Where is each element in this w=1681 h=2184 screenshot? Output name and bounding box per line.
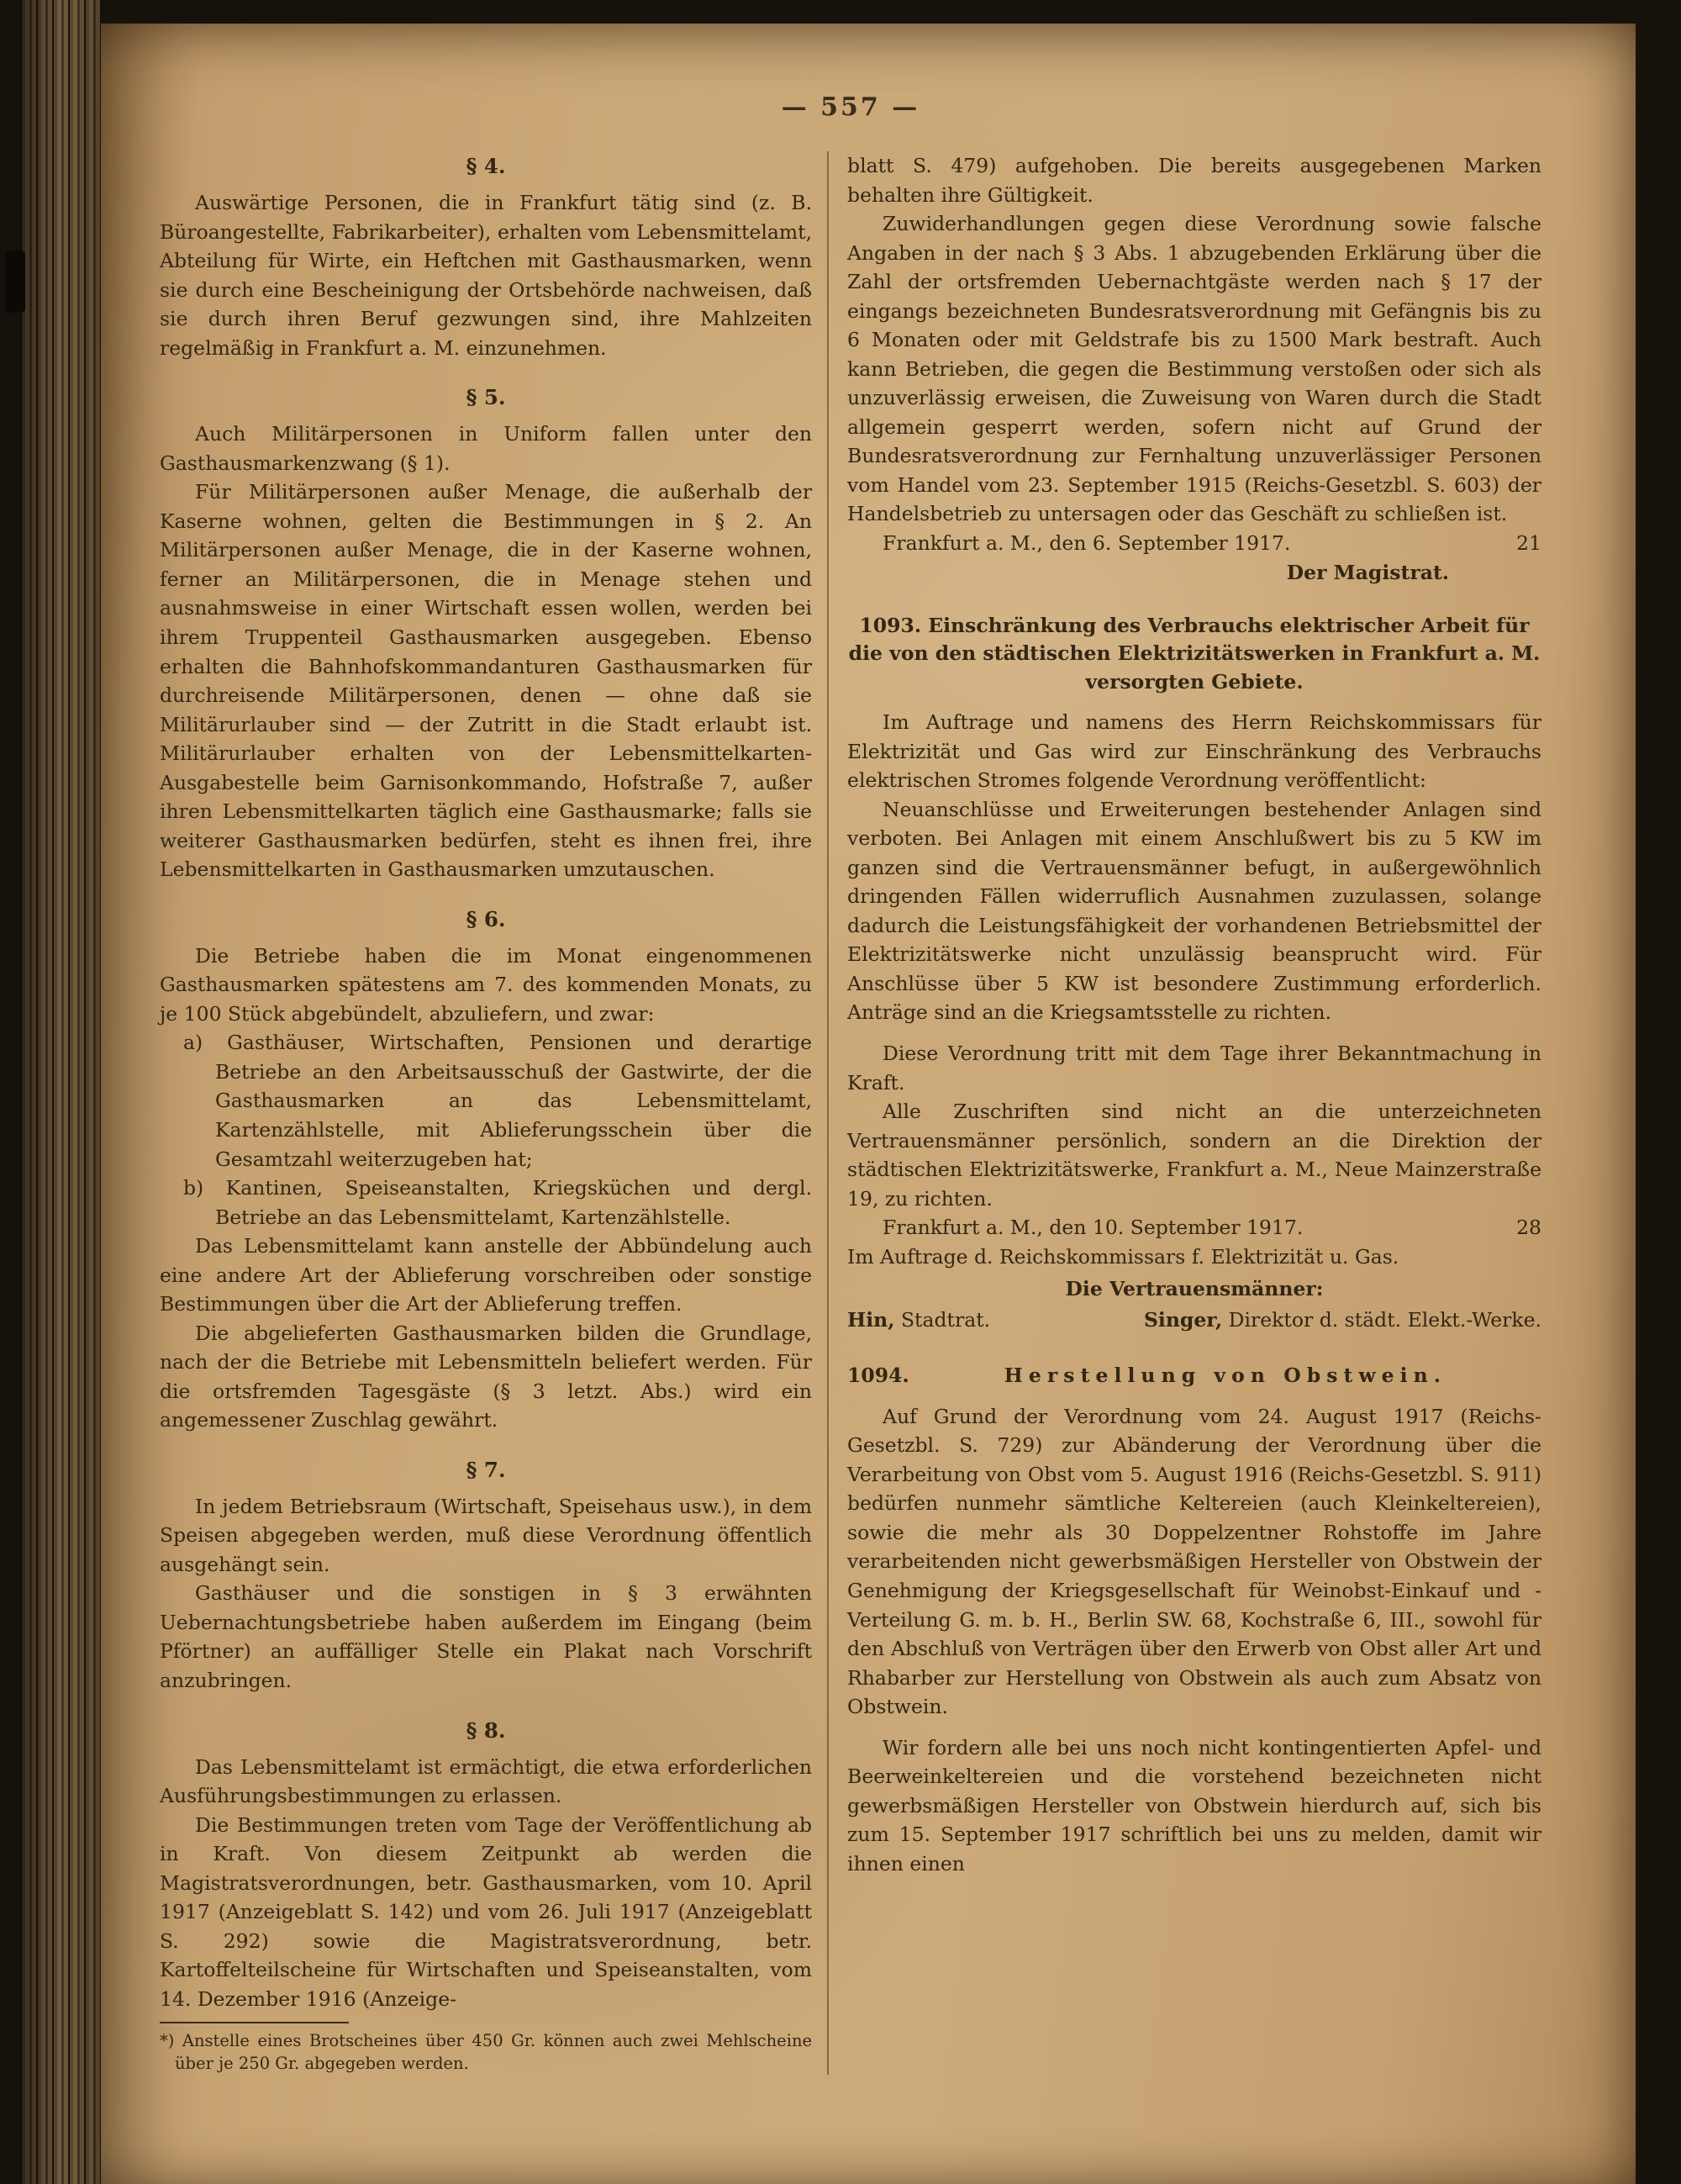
list-item-b: b) Kantinen, Speiseanstalten, Kriegsküchen und dergl. Betriebe an das Lebensmittelamt, Kartenzählstelle. [183,1176,813,1229]
section-heading: § 5. [466,385,506,410]
notice-heading-1094 [847,1361,1541,1390]
trustees-heading: Die Vertrauensmänner: [1065,1277,1324,1301]
two-column-layout [160,151,1541,2075]
paragraph: Neuanschlüsse und Erweiterungen bestehender Anlagen sind verboten. Bei Anlagen mit einem Anschlußwert bis zu 5 KW im ganzen sind die Vertrauensmänner befugt, in außergewöhnlich dringenden Fällen widerruflich Ausnahmen zuzulassen, solange dadurch die Leistungsfähigkeit der vorhandenen Betriebsmittel der Elektrizitätswerke nicht unzulässig beansprucht wird. Für Anschlüsse über 5 KW ist besondere Zustimmung erforderlich. Anträge sind an die Kriegsamtsstelle zu richten. [847,797,1541,1025]
paragraph: Die Bestimmungen treten vom Tage der Veröffentlichung ab in Kraft. Von diesem Zeitpunkt ab werden die Magistratsverordnungen, betr. Gasthausmarken, vom 10. April 1917 (Anzeigeblatt S. 142) und vom 26. Juli 1917 (Anzeigeblatt S. 292) sowie die Magistratsverordnung, betr. Kartoffelteilscheine für Wirtschaften und Speiseanstalten, vom 14. Dezember 1916 (Anzeige- [160,1812,813,2011]
scanned-page [101,24,1636,2184]
dateline: Frankfurt a. M., den 6. September 1917. [883,531,1291,555]
paragraph: Auf Grund der Verordnung vom 24. August 1917 (Reichs-Gesetzbl. S. 729) zur Abänderung der Verordnung über die Verarbeitung von Obst vom 5. August 1916 (Reichs-Gesetzbl. S. 911) bedürfen nunmehr sämtliche Keltereien (auch Kleinkeltereien), sowie die mehr als 30 Doppelzentner Rohstoffe im Jahre verarbeitenden nicht gewerbsmäßigen Hersteller von Obstwein der Genehmigung der Kriegsgesellschaft für Weinobst-Einkauf und -Verteilung G. m. b. H., Berlin SW. 68, Kochstraße 6, III., sowohl für den Abschluß von Verträgen über den Erwerb von Obst aller Art und Rhabarber zur Herstellung von Obstwein als auch zum Absatz von Obstwein. [847,1404,1541,1719]
paragraph: Im Auftrage und namens des Herrn Reichskommissars für Elektrizität und Gas wird zur Einschränkung des Verbrauchs elektrischen Stromes folgende Verordnung veröffentlicht: [847,710,1541,793]
commission-line: Im Auftrage d. Reichskommissars f. Elektrizität u. Gas. [847,1244,1399,1269]
section-heading: § 7. [466,1457,506,1482]
notice-title: Herstellung von Obstwein. [1004,1364,1447,1388]
paragraph: Die Betriebe haben die im Monat eingenommenen Gasthausmarken spätestens am 7. des kommenden Monats, zu je 100 Stück abgebündelt, abzuliefern, und zwar: [160,943,813,1026]
paragraph-continuation: blatt S. 479) aufgehoben. Die bereits ausgegebenen Marken behalten ihre Gültigkeit. [847,154,1541,207]
paragraph: Für Militärpersonen außer Menage, die außerhalb der Kaserne wohnen, gelten die Bestimmungen in § 2. An Militärpersonen außer Menage, die in der Kaserne wohnen, ferner an Militärpersonen, die in Menage stehen und ausnahmsweise in einer Wirtschaft essen wollen, werden bei ihrem Truppenteil Gasthausmarken ausgegeben. Ebenso erhalten die Bahnhofskommandanturen Gasthausmarken für durchreisende Militärpersonen, denen — ohne daß sie Militärurlauber sind — der Zutritt in die Stadt erlaubt ist. Militärurlauber erhalten von der Lebensmittelkarten-Ausgabestelle beim Garnisonkommando, Hofstraße 7, außer ihren Lebensmittelkarten täglich eine Gasthausmarke; falls sie weiterer Gasthausmarken bedürfen, steht es ihnen frei, ihre Lebensmittelkarten in Gasthausmarken umzutauschen. [160,480,813,882]
paragraph: Auswärtige Personen, die in Frankfurt tätig sind (z. B. Büroangestellte, Fabrikarbeiter), erhalten vom Lebensmittelamt, Abteilung für Wirte, ein Heftchen mit Gasthausmarken, wenn sie durch eine Bescheinigung der Ortsbehörde nachweisen, daß sie durch ihren Beruf gezwungen sind, ihre Mahlzeiten regelmäßig in Frankfurt a. M. einzunehmen. [160,191,813,360]
list-item-a: a) Gasthäuser, Wirtschaften, Pensionen und derartige Betriebe an den Arbeitsausschuß der Gastwirte, der die Gasthausmarken an das Lebensmittelamt, Kartenzählstelle, mit Ablieferungsschein über die Gesamtzahl weiterzugeben hat; [183,1031,813,1171]
page-number: — 557 — [781,92,920,122]
footnote-text: *) Anstelle eines Brotscheines über 450 Gr. können auch zwei Mehlscheine über je 250 Gr. abgegeben werden. [160,2031,813,2073]
paragraph: Wir fordern alle bei uns noch nicht kontingentierten Apfel- und Beerweinkeltereien und die vorstehend bezeichneten nicht gewerbsmäßigen Hersteller von Obstwein hierdurch auf, sich bis zum 15. September 1917 schriftlich bei uns zu melden, damit wir ihnen einen [847,1735,1541,1875]
notice-number: 1094. [847,1364,909,1388]
order-number: 21 [1516,531,1541,555]
paragraph: In jedem Betriebsraum (Wirtschaft, Speisehaus usw.), in dem Speisen abgegeben werden, muß diese Verordnung öffentlich ausgehängt sein. [160,1494,813,1576]
order-number: 28 [1516,1216,1541,1240]
paragraph: Alle Zuschriften sind nicht an die unterzeichneten Vertrauensmänner persönlich, sondern an die Direktion der städtischen Elektrizitätswerke, Frankfurt a. M., Neue Mainzerstraße 19, zu richten. [847,1100,1541,1211]
paragraph: Diese Verordnung tritt mit dem Tage ihrer Bekanntmachung in Kraft. [847,1041,1541,1095]
binding-mark [5,251,25,313]
dateline: Frankfurt a. M., den 10. September 1917. 28 [847,1213,1541,1242]
signature-row: Hin, Stadtrat. Singer, Direktor d. städt. Elekt.-Werke. [847,1307,1541,1332]
paragraph: Das Lebensmittelamt ist ermächtigt, die etwa erforderlichen Ausführungsbestimmungen zu erlassen. [160,1754,813,1808]
book-page-edges [20,0,101,2184]
section-heading: § 4. [466,154,506,179]
paragraph: Das Lebensmittelamt kann anstelle der Abbündelung auch eine andere Art der Ablieferung vorschreiben oder sonstige Bestimmungen über die Art der Ablieferung treffen. [160,1234,813,1316]
footnote [160,2013,812,2075]
signature-name: Hin, [847,1307,895,1332]
notice-number: 1093. [859,614,922,638]
left-column [160,151,827,2075]
section-heading: § 6. [466,906,506,931]
footnote-rule [160,2022,349,2023]
signature-name: Singer, [1143,1307,1223,1332]
paragraph: Die abgelieferten Gasthausmarken bilden die Grundlage, nach der die Betriebe mit Lebensmitteln beliefert werden. Für die ortsfremden Tagesgäste (§ 3 letzt. Abs.) wird ein angemessener Zuschlag gewährt. [160,1321,813,1432]
footnote-marker: *) [160,2031,175,2051]
paragraph: Gasthäuser und die sonstigen in § 3 erwähnten Uebernachtungsbetriebe haben außerdem im Eingang (beim Pförtner) an auffälliger Stelle ein Plakat nach Vorschrift anzubringen. [160,1581,813,1692]
paragraph: Zuwiderhandlungen gegen diese Verordnung sowie falsche Angaben in der nach § 3 Abs. 1 abzugebenden Erklärung über die Zahl der ortsfremden Uebernachtgäste werden nach § 17 der eingangs bezeichneten Bundesratsverordnung mit Gefängnis bis zu 6 Monaten oder mit Geldstrafe bis zu 1500 Mark bestraft. Auch kann Betrieben, die gegen die Bestimmung verstoßen oder sich als unzuverlässig erweisen, die Zuweisung von Waren durch die Stadt allgemein gesperrt werden, sofern nicht auf Grund der Bundesratsverordnung zur Fernhaltung unzuverlässiger Personen vom Handel vom 23. September 1915 (Reichs-Gesetzbl. S. 603) der Handelsbetrieb zu untersagen oder das Geschäft zu schließen ist. 21 [847,209,1541,529]
notice-heading-1093: 1093. Einschränkung des Verbrauchs elektrischer Arbeit für die von den städtischen Elektrizitätswerken in Frankfurt a. M. versorgten Gebiete. [848,614,1541,694]
paragraph: Auch Militärpersonen in Uniform fallen unter den Gasthausmarkenzwang (§ 1). [160,422,813,475]
signature-magistrat: Der Magistrat. [1286,560,1449,584]
right-column [829,151,1541,2075]
section-heading: § 8. [466,1717,506,1743]
